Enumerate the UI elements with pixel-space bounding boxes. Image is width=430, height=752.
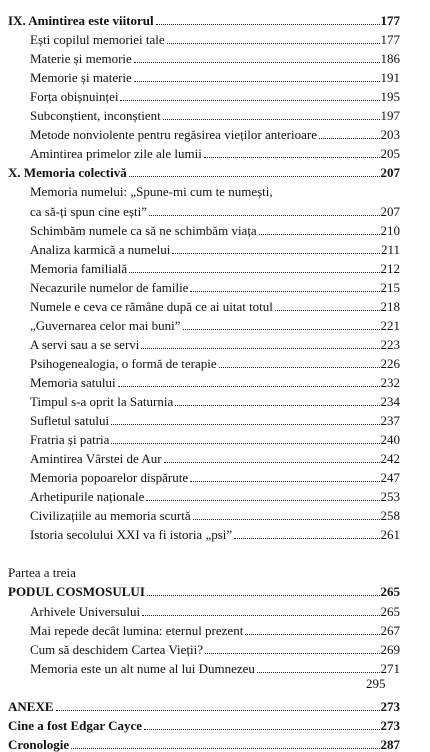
- toc-chapter-title: IX. Amintirea este viitorul: [8, 13, 154, 29]
- toc-entry-title: Analiza karmică a numelui: [30, 241, 171, 257]
- toc-page-number: 271: [380, 660, 400, 676]
- toc-page-number: 177: [380, 32, 400, 48]
- toc-part-heading: [8, 580, 400, 599]
- toc-page-number: 265: [380, 603, 400, 619]
- toc-entry-title: Cine a fost Edgar Cayce: [8, 717, 143, 733]
- toc-page-number: 247: [380, 470, 400, 486]
- dot-leader: [111, 424, 379, 425]
- spacer: [8, 676, 400, 695]
- dot-leader: [259, 234, 380, 235]
- toc-entry: [8, 238, 400, 257]
- toc-entry: [8, 276, 400, 295]
- dot-leader: [129, 176, 380, 177]
- toc-entry: [8, 485, 400, 504]
- toc-entry: [8, 142, 400, 161]
- toc-entry: [8, 104, 400, 123]
- dot-leader: [120, 100, 379, 101]
- dot-leader: [245, 634, 379, 635]
- dot-leader: [205, 653, 380, 654]
- toc-entry: [8, 390, 400, 409]
- dot-leader: [134, 81, 380, 82]
- dot-leader: [193, 519, 380, 520]
- toc-entry: [8, 123, 400, 142]
- toc-entry-title: „Guvernarea celor mai buni”: [30, 317, 181, 333]
- toc-entry-line: [8, 180, 400, 199]
- dot-leader: [141, 348, 379, 349]
- toc-entry: [8, 371, 400, 390]
- toc-page-number: 203: [380, 127, 400, 143]
- toc-page-number: 212: [380, 260, 400, 276]
- dot-leader: [183, 329, 380, 330]
- toc-entry: [8, 409, 400, 428]
- dot-leader: [146, 500, 379, 501]
- toc-entry-title: Amintirea Vârstei de Aur: [30, 451, 162, 467]
- toc-entry-title: Numele e ceva ce rămâne după ce ai uitat totul: [30, 298, 273, 314]
- dot-leader: [147, 595, 380, 596]
- toc-page-number: 191: [380, 70, 400, 86]
- toc-entry: [8, 314, 400, 333]
- toc-entry: [8, 28, 400, 47]
- toc-page-number: 197: [380, 108, 400, 124]
- toc-page-number: 240: [380, 432, 400, 448]
- toc-entry: [8, 66, 400, 85]
- dot-leader: [257, 672, 380, 673]
- dot-leader: [204, 157, 380, 158]
- toc-entry-title: Fratria și patria: [30, 432, 110, 448]
- toc-entry: [8, 295, 400, 314]
- toc-page-number: 207: [380, 203, 400, 219]
- dot-leader: [172, 253, 380, 254]
- toc-entry-title: Istoria secolului XXI va fi istoria „psi”: [30, 527, 233, 543]
- toc-entry: [8, 257, 400, 276]
- toc-entry-title: Cum să deschidem Cartea Vieții?: [30, 641, 203, 657]
- part-label: Partea a treia: [8, 565, 76, 581]
- toc-page-number: 223: [380, 336, 400, 352]
- toc-entry-title: Sufletul satului: [30, 413, 110, 429]
- dot-leader: [175, 405, 379, 406]
- dot-leader: [71, 748, 379, 749]
- toc-chapter-title: X. Memoria colectivă: [8, 165, 127, 181]
- toc-entry-title: Schimbăm numele ca să ne schimbăm viața: [30, 222, 257, 238]
- toc-page-number: 221: [380, 317, 400, 333]
- toc-entry-title: ca să-ți spun cine ești”: [30, 203, 147, 219]
- toc-chapter-entries: [8, 28, 400, 161]
- toc-page-number: 269: [380, 641, 400, 657]
- toc-entry-title: Arhetipurile naționale: [30, 489, 145, 505]
- toc-page-number: 234: [380, 393, 400, 409]
- toc-entry: [8, 695, 400, 714]
- dot-leader: [234, 538, 379, 539]
- toc-page-number: 207: [380, 165, 400, 181]
- toc-entry: [8, 352, 400, 371]
- toc-entry-title: Mai repede decât lumina: eternul prezent: [30, 622, 244, 638]
- toc-entry-title: Memoria familială: [30, 260, 128, 276]
- dot-leader: [111, 443, 379, 444]
- toc-entry-title: Forța obișnuinței: [30, 89, 119, 105]
- toc-page-number: 177: [380, 13, 400, 29]
- dot-leader: [56, 710, 380, 711]
- toc-part-entries: [8, 599, 400, 675]
- toc-page-number: 237: [380, 413, 400, 429]
- toc-entry: [8, 504, 400, 523]
- toc-entry-title: Psihogenealogia, o formă de terapie: [30, 355, 217, 371]
- toc-page-number: 211: [380, 241, 400, 257]
- dot-leader: [275, 310, 380, 311]
- dot-leader: [167, 43, 380, 44]
- dot-leader: [319, 138, 380, 139]
- toc-page-number: 195: [380, 89, 400, 105]
- toc-page-number: 265: [380, 584, 400, 600]
- spacer: [8, 542, 400, 561]
- toc-page-number: 186: [380, 51, 400, 67]
- toc-entry-title: Subconștient, inconștient: [30, 108, 161, 124]
- toc-entry-title: Memoria popoarelor dispărute: [30, 470, 189, 486]
- toc-entry-title: Necazurile numelor de familie: [30, 279, 189, 295]
- toc-chapter-entries: [8, 219, 400, 543]
- toc-chapter-heading: [8, 9, 400, 28]
- toc-entry-title: Metode nonviolente pentru regăsirea vieților anterioare: [30, 127, 317, 143]
- dot-leader: [142, 615, 379, 616]
- toc-entry: [8, 523, 400, 542]
- dot-leader: [118, 386, 380, 387]
- dot-leader: [156, 24, 380, 25]
- dot-leader: [163, 119, 380, 120]
- toc-entry: [8, 219, 400, 238]
- toc-page-number: 273: [380, 717, 400, 733]
- dot-leader: [144, 729, 379, 730]
- toc-entry-title: Materie și memorie: [30, 51, 132, 67]
- toc-entry-title: Arhivele Universului: [30, 603, 141, 619]
- toc-entry: [8, 714, 400, 733]
- page-number: 295: [366, 676, 386, 691]
- toc-entry-title: Memoria este un alt nume al lui Dumnezeu: [30, 660, 255, 676]
- table-of-contents: [8, 9, 400, 752]
- toc-entry-title: Amintirea primelor zile ale lumii: [30, 146, 202, 162]
- toc-page-number: 232: [380, 374, 400, 390]
- toc-chapter-heading: [8, 161, 400, 180]
- toc-part-title: PODUL COSMOSULUI: [8, 584, 145, 600]
- toc-entry: [8, 47, 400, 66]
- dot-leader: [219, 367, 380, 368]
- toc-entry: [8, 447, 400, 466]
- dot-leader: [129, 272, 379, 273]
- toc-page-number: 210: [380, 222, 400, 238]
- toc-page-number: 273: [380, 698, 400, 714]
- toc-entry: [8, 599, 400, 618]
- toc-page-number: 258: [380, 508, 400, 524]
- dot-leader: [190, 291, 379, 292]
- toc-entry-title: Cronologie: [8, 736, 70, 752]
- toc-page-number: 261: [380, 527, 400, 543]
- toc-entry-title: Memoria numelui: „Spune-mi cum te numești,: [30, 184, 273, 200]
- toc-entry: [8, 333, 400, 352]
- toc-page-number: 242: [380, 451, 400, 467]
- toc-page-number: 226: [380, 355, 400, 371]
- toc-page-number: 215: [380, 279, 400, 295]
- toc-page-number: 205: [380, 146, 400, 162]
- toc-entry-title: Ești copilul memoriei tale: [30, 32, 165, 48]
- toc-entry: [8, 657, 400, 676]
- dot-leader: [134, 62, 380, 63]
- toc-entry-title: Civilizațiile au memoria scurtă: [30, 508, 191, 524]
- toc-entry: [8, 466, 400, 485]
- dot-leader: [190, 481, 379, 482]
- toc-entry-title: Memoria satului: [30, 374, 116, 390]
- toc-page-number: 218: [380, 298, 400, 314]
- toc-entry: [8, 428, 400, 447]
- toc-entry: [8, 199, 400, 218]
- dot-leader: [149, 215, 380, 216]
- toc-page-number: 267: [380, 622, 400, 638]
- dot-leader: [164, 462, 380, 463]
- toc-entry-title: A servi sau a se servi: [30, 336, 140, 352]
- toc-back-matter: [8, 695, 400, 752]
- toc-page-number: 253: [380, 489, 400, 505]
- toc-entry: [8, 619, 400, 638]
- toc-part-label: [8, 561, 400, 580]
- toc-entry-title: ANEXE: [8, 698, 54, 714]
- toc-entry-title: Timpul s-a oprit la Saturnia: [30, 393, 174, 409]
- toc-entry: [8, 638, 400, 657]
- toc-entry: [8, 733, 400, 752]
- toc-page-number: 287: [380, 736, 400, 752]
- toc-entry: [8, 85, 400, 104]
- toc-entry-title: Memorie și materie: [30, 70, 132, 86]
